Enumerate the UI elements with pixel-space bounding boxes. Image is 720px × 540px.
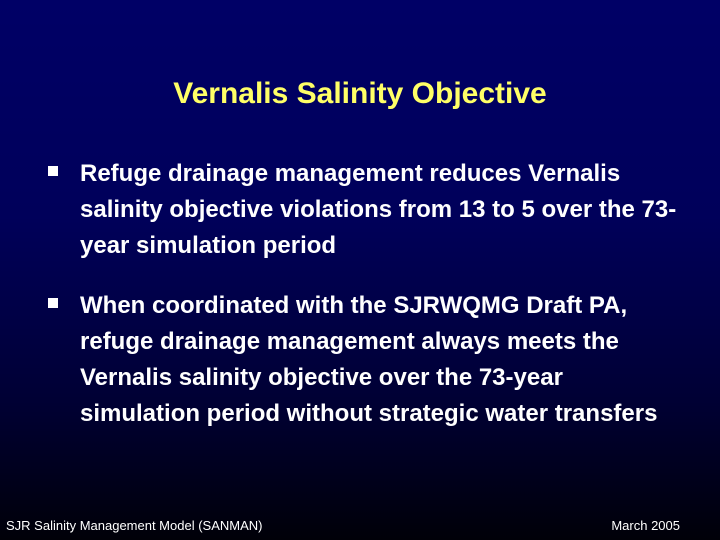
bullet-marker bbox=[48, 288, 80, 308]
bullet-text: When coordinated with the SJRWQMG Draft PA, refuge drainage management always meets the Vernalis salinity objective over the 73-year simulation period without strategic water transfers bbox=[80, 292, 658, 427]
square-bullet-icon bbox=[48, 166, 58, 176]
footer-date: March 2005 bbox=[611, 518, 680, 533]
slide-title: Vernalis Salinity Objective bbox=[173, 77, 547, 110]
bullet-marker bbox=[48, 156, 80, 176]
footer-model-name: SJR Salinity Management Model (SANMAN) bbox=[6, 518, 263, 533]
bullet-item bbox=[48, 156, 688, 264]
bullet-list bbox=[48, 156, 688, 456]
bullet-item bbox=[48, 288, 688, 432]
square-bullet-icon bbox=[48, 298, 58, 308]
bullet-text: Refuge drainage management reduces Vernalis salinity objective violations from 13 to 5 over the 73-year simulation period bbox=[80, 160, 677, 259]
